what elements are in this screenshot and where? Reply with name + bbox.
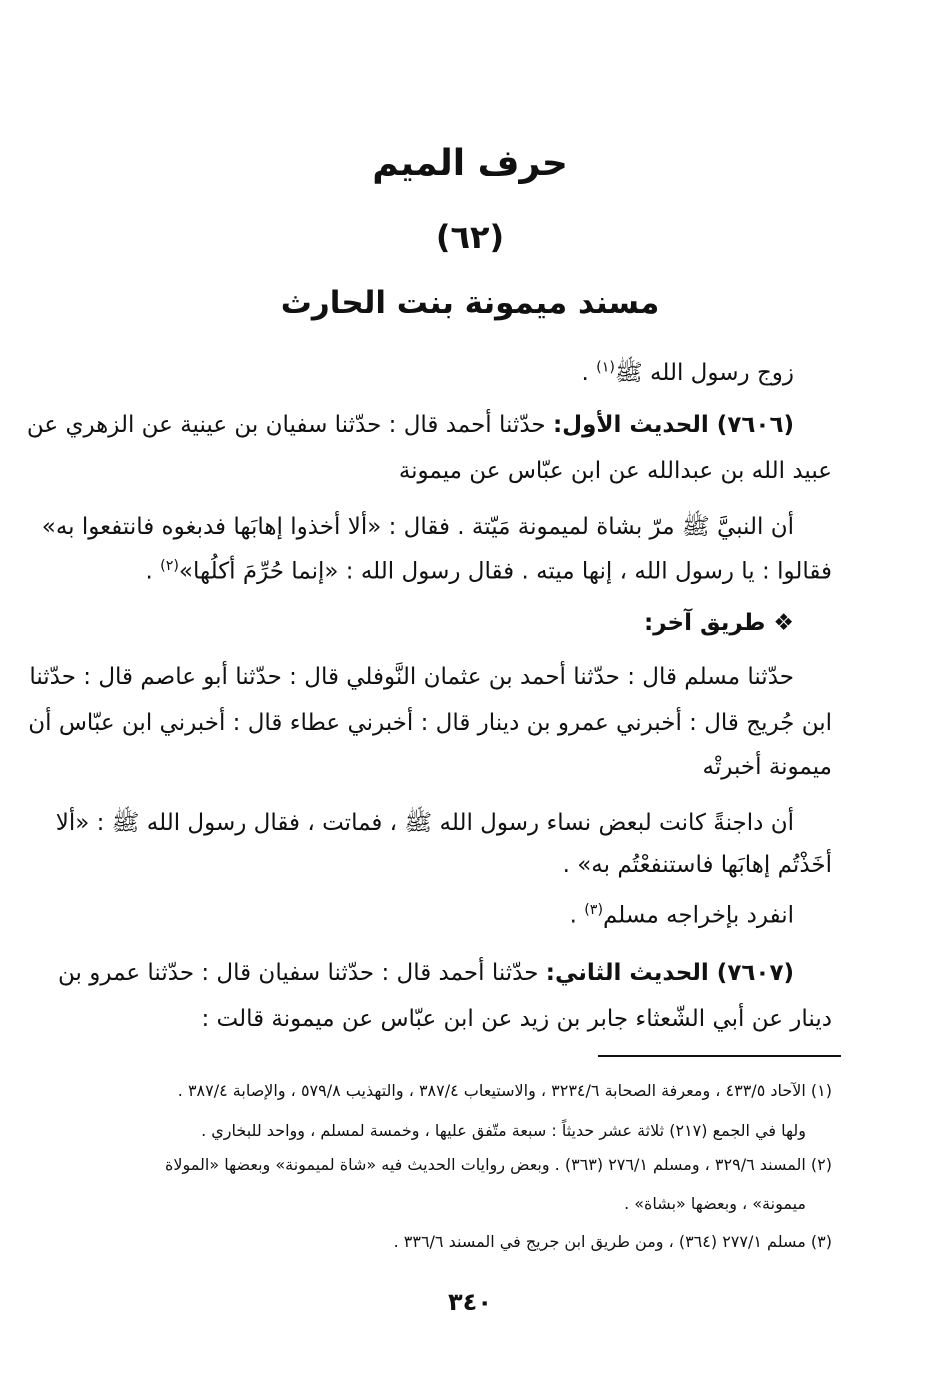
route-isnad-line-2: ابن جُريج قال : أخبرني عمرو بن دينار قال : أخبرني عطاء قال : أخبرني ابن عبّاس أن [28, 710, 832, 736]
route-note-tail: . [569, 902, 585, 929]
route-note-line [570, 902, 794, 929]
isnad-text: حدّثنا أحمد قال : حدّثنا سفيان قال : حدّثنا عمرو بن [58, 960, 546, 986]
intro-line [582, 358, 795, 392]
isnad-text: حدّثنا أحمد قال : حدّثنا سفيان بن عينية عن الزهري عن [26, 412, 553, 438]
footnote-ref: (١) [596, 359, 615, 376]
route-matn-line-2: أخَذْتُم إهابَها فاستنفعْتُم به» . [562, 852, 832, 878]
chapter-title: حرف الميم [372, 143, 568, 184]
matn-text: فقالوا : يا رسول الله ، إنها ميته . فقال رسول الله : «إنما حُرِّمَ أكلُها» [178, 558, 832, 585]
matn-tail: . [145, 558, 161, 585]
route-isnad-line-3: ميمونة أخبرتْه [702, 754, 832, 780]
hadith-1-isnad-line-1 [27, 412, 794, 438]
footnote-ref: (٣) [584, 902, 603, 918]
footnote-divider [598, 1055, 841, 1057]
intro-text: زوج رسول الله ﷺ [614, 360, 794, 386]
chapter-number: (٦٢) [435, 218, 505, 256]
other-route-heading: ❖ طريق آخر: [644, 610, 794, 636]
hadith-1-matn-line-1: أن النبيَّ ﷺ مرّ بشاة لميمونة مَيّتة . فقال : «ألا أخذوا إهابَها فدبغوه فانتفعوا به» [41, 514, 794, 540]
hadith-label: الحديث الثاني: [545, 960, 709, 986]
section-title: مسند ميمونة بنت الحارث [280, 285, 660, 321]
hadith-1-isnad-line-2: عبيد الله بن عبدالله عن ابن عبّاس عن ميمونة [398, 458, 832, 484]
footnote-ref: (٢) [160, 558, 179, 574]
route-matn-line-1: أن داجنةً كانت لبعض نساء رسول الله ﷺ ، فماتت ، فقال رسول الله ﷺ : «ألا [55, 810, 794, 836]
hadith-number: (٧٦٠٦) [708, 412, 794, 438]
page-number: ٣٤٠ [448, 1288, 492, 1316]
intro-tail: . [581, 360, 597, 386]
hadith-2-isnad-line-1 [58, 960, 794, 986]
hadith-number: (٧٦٠٧) [708, 960, 794, 986]
route-isnad-line-1: حدّثنا مسلم قال : حدّثنا أحمد بن عثمان النَّوفلي قال : حدّثنا أبو عاصم قال : حدّثنا [29, 664, 794, 690]
footnote-1-line-2: ولها في الجمع (٢١٧) ثلاثة عشر حديثاً : سبعة متّفق عليها ، وخمسة لمسلم ، وواحد للبخاري . [201, 1121, 806, 1140]
footnote-1-line-1: (١) الآحاد ٤٣٣/٥ ، ومعرفة الصحابة ٣٢٣٤/٦ ، والاستيعاب ٣٨٧/٤ ، والتهذيب ٥٧٩/٨ ، والإصابة ٣٨٧/٤ . [177, 1081, 832, 1100]
footnote-2-line-1: (٢) المسند ٣٢٩/٦ ، ومسلم ٢٧٦/١ (٣٦٣) . وبعض روايات الحديث فيه «شاة لميمونة» وبعضها «المولاة [165, 1155, 832, 1174]
footnote-3-line-1: (٣) مسلم ٢٧٧/١ (٣٦٤) ، ومن طريق ابن جريج في المسند ٣٣٦/٦ . [393, 1232, 832, 1251]
footnote-2-line-2: ميمونة» ، وبعضها «بشاة» . [624, 1194, 806, 1213]
hadith-1-matn-line-2 [146, 558, 833, 585]
route-note-text: انفرد بإخراجه مسلم [603, 902, 794, 929]
hadith-label: الحديث الأول: [552, 412, 709, 438]
hadith-2-isnad-line-2: دينار عن أبي الشّعثاء جابر بن زيد عن ابن عبّاس عن ميمونة قالت : [201, 1006, 832, 1032]
